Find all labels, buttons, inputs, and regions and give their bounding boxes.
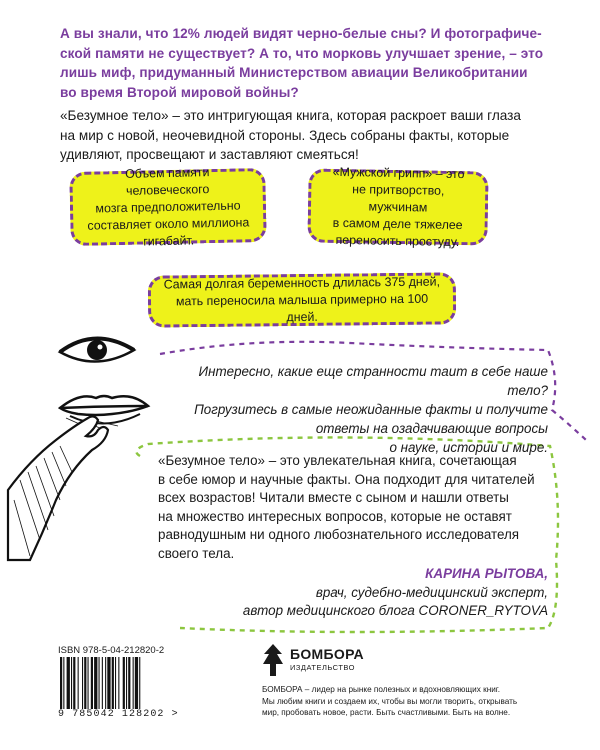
barcode-number: 9 785042 128202 > bbox=[58, 709, 179, 720]
barcode-bar bbox=[91, 657, 93, 709]
fact-bubble-flu bbox=[307, 164, 488, 249]
publisher-description bbox=[262, 684, 582, 719]
fact-line: мозга предположительно bbox=[95, 197, 241, 216]
publisher-description-line: Мы любим книги и создаем их, чтобы вы могли творить, открывать bbox=[262, 696, 518, 706]
review-text bbox=[158, 452, 548, 563]
barcode-bar bbox=[133, 657, 134, 709]
question-line: Погрузитесь в самые неожиданные факты и получите bbox=[194, 402, 548, 417]
barcode-bar bbox=[71, 657, 72, 709]
barcode-bar bbox=[123, 657, 125, 709]
barcode-bar bbox=[128, 657, 130, 709]
barcode-bar bbox=[99, 657, 100, 709]
intro-line: лишь миф, придуманный Министерством авиации Великобритании bbox=[60, 65, 528, 80]
intro-text bbox=[60, 24, 560, 102]
review-line: равнодушным ни одного любознательного исследователя bbox=[158, 527, 520, 542]
review-line: своего тела. bbox=[158, 545, 235, 561]
barcode-bar bbox=[107, 657, 110, 709]
barcode-bar bbox=[88, 657, 89, 709]
review-line: всех возрастов! Читали вместе с сыном и нашли ответы bbox=[158, 490, 509, 505]
description-line: на мир с новой, неочевидной стороны. Здесь собраны факты, которые bbox=[60, 127, 510, 143]
publisher-subtitle: ИЗДАТЕЛЬСТВО bbox=[290, 663, 356, 672]
eye-icon bbox=[60, 338, 134, 361]
question-line: Интересно, какие еще странности таит в себе наше тело? bbox=[198, 364, 548, 398]
question-text bbox=[180, 362, 548, 457]
question-line: ответы на озадачивающие вопросы bbox=[315, 421, 548, 436]
review-line: на множество интересных вопросов, которые не оставят bbox=[158, 508, 512, 524]
barcode-bar bbox=[105, 657, 106, 709]
review-author-blog: автор медицинского блога CORONER_RYTOVA bbox=[242, 603, 548, 618]
fact-bubble-pregnancy bbox=[148, 272, 457, 327]
barcode-bar bbox=[112, 657, 114, 709]
barcode-bar bbox=[63, 657, 64, 709]
fact-line: переносить простуду. bbox=[335, 232, 460, 249]
barcode-bar bbox=[126, 657, 127, 709]
barcode-bar bbox=[135, 657, 138, 709]
fact-line: Объем памяти человеческого bbox=[124, 164, 210, 198]
lips-icon bbox=[60, 396, 148, 428]
publisher-logo-icon bbox=[262, 642, 284, 678]
review-line: «Безумное тело» – это увлекательная книга, сочетающая bbox=[158, 453, 517, 468]
fact-line: «Мужской грипп» – это bbox=[332, 164, 465, 181]
barcode-bar bbox=[102, 657, 103, 709]
publisher-name: БОМБОРА bbox=[290, 646, 364, 662]
barcode bbox=[58, 657, 188, 709]
fact-line: Самая долгая беременность длилась 375 дней, bbox=[163, 274, 441, 291]
review-line: в себе юмор и научные факты. Она подходит для читателей bbox=[158, 471, 535, 487]
description-text bbox=[60, 106, 560, 165]
barcode-bar bbox=[78, 657, 79, 709]
intro-line: во время Второй мировой войны? bbox=[60, 84, 299, 100]
barcode-bar bbox=[139, 657, 140, 709]
hand-icon bbox=[8, 416, 108, 560]
isbn-text: ISBN 978-5-04-212820-2 bbox=[58, 645, 165, 656]
barcode-bar bbox=[94, 657, 97, 709]
barcode-bar bbox=[118, 657, 119, 709]
description-line: «Безумное тело» – это интригующая книга, которая раскроет ваши глаза bbox=[60, 108, 521, 123]
barcode-bar bbox=[67, 657, 70, 709]
intro-line: А вы знали, что 12% людей видят черно-белые сны? И фотографиче- bbox=[60, 26, 542, 41]
fact-line: в самом деле тяжелее bbox=[332, 215, 463, 232]
description-line: удивляют, просвещают и заставляют смеяться! bbox=[60, 147, 359, 162]
fact-line: мать переносила малыша примерно на 100 дней. bbox=[175, 291, 429, 324]
barcode-bar bbox=[82, 657, 83, 709]
review-author-role: врач, судебно-медицинский эксперт, bbox=[315, 585, 548, 600]
fact-line: составляет около миллиона bbox=[87, 214, 250, 233]
publisher-description-line: БОМБОРА – лидер на рынке полезных и вдохновляющих книг. bbox=[262, 685, 501, 694]
barcode-bar bbox=[60, 657, 62, 709]
question-line: о науке, истории и мире. bbox=[389, 440, 548, 455]
fact-bubble-memory bbox=[69, 164, 267, 249]
intro-line: ской памяти не существует? А то, что морковь улучшает зрение, – это bbox=[60, 45, 544, 61]
fact-line: гигабайт. bbox=[143, 232, 195, 249]
barcode-bar bbox=[73, 657, 75, 709]
review-author-name: КАРИНА РЫТОВА, bbox=[425, 566, 548, 581]
barcode-bar bbox=[115, 657, 116, 709]
fact-line: не притворство, мужчинам bbox=[352, 181, 445, 215]
barcode-bar bbox=[84, 657, 86, 709]
publisher-description-line: мир, пробовать новое, расти. Быть счастливыми. Быть на волне. bbox=[262, 708, 511, 717]
